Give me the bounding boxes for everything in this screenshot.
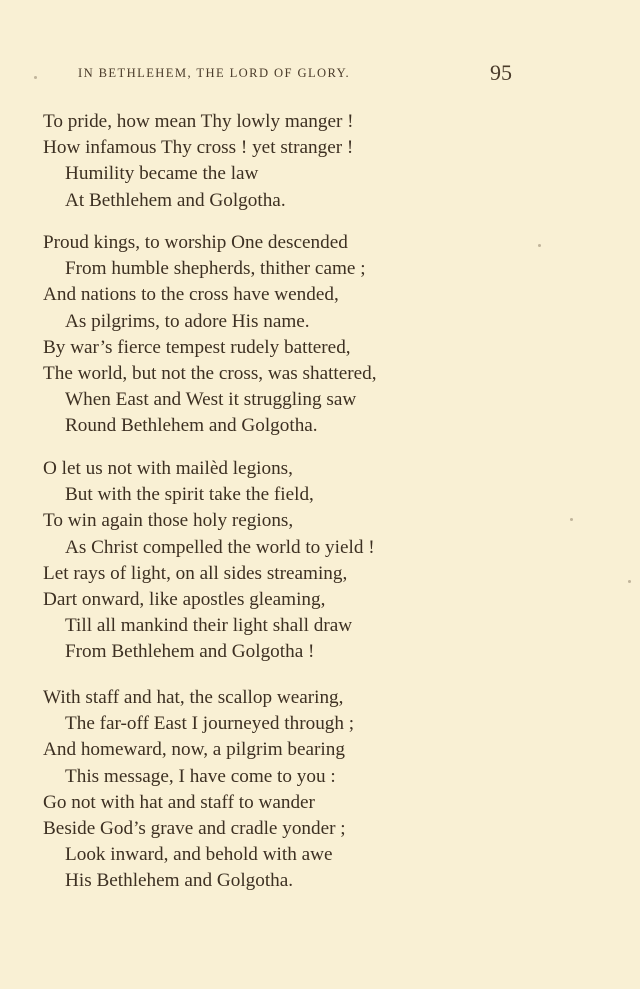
poem-line: Dart onward, like apostles gleaming,: [43, 588, 326, 610]
poem-line: Proud kings, to worship One descended: [43, 232, 348, 253]
page-number: 95: [490, 60, 512, 85]
poem-line: Let rays of light, on all sides streaming,: [43, 562, 348, 584]
poem-line: O let us not with mailèd legions,: [43, 458, 293, 479]
poem-line: Round Bethlehem and Golgotha.: [65, 415, 318, 437]
poem-line: How infamous Thy cross ! yet stranger !: [43, 137, 354, 159]
poem-line: When East and West it struggling saw: [65, 389, 357, 411]
stanza-3: [43, 456, 375, 666]
poem-line: His Bethlehem and Golgotha.: [65, 870, 294, 892]
paper-speck: [570, 518, 573, 521]
stanza-1: [43, 109, 354, 214]
poem-line: As Christ compelled the world to yield !: [65, 536, 375, 558]
paper-speck: [34, 76, 37, 79]
paper-speck: [628, 580, 631, 583]
poem-line: The far-off East I journeyed through ;: [65, 713, 355, 735]
poem-line: By war’s fierce tempest rudely battered,: [43, 336, 351, 358]
poem-line: From Bethlehem and Golgotha !: [65, 641, 315, 663]
poem-line: And homeward, now, a pilgrim bearing: [43, 739, 345, 761]
paper-speck: [538, 244, 541, 247]
poem-line: From humble shepherds, thither came ;: [65, 258, 366, 280]
poem-line: Beside God’s grave and cradle yonder ;: [43, 817, 346, 839]
poem-line: But with the spirit take the field,: [65, 484, 314, 506]
poem-line: As pilgrims, to adore His name.: [65, 310, 310, 332]
poem-line: With staff and hat, the scallop wearing,: [43, 687, 344, 708]
poem-line: To win again those holy regions,: [43, 510, 294, 532]
poem-line: Till all mankind their light shall draw: [65, 615, 353, 637]
stanza-2: [43, 230, 377, 440]
poem-line: And nations to the cross have wended,: [43, 284, 339, 306]
poem-line: This message, I have come to you :: [65, 765, 336, 787]
poem-line: Humility became the law: [65, 163, 259, 185]
poem-line: To pride, how mean Thy lowly manger !: [43, 111, 354, 132]
stanza-4: [43, 685, 354, 895]
poem-line: Look inward, and behold with awe: [65, 844, 333, 866]
poem-line: Go not with hat and staff to wander: [43, 791, 315, 813]
poem-line: The world, but not the cross, was shattered,: [43, 362, 377, 384]
running-head: IN BETHLEHEM, THE LORD OF GLORY.: [78, 66, 351, 80]
poem-line: At Bethlehem and Golgotha.: [65, 189, 286, 211]
